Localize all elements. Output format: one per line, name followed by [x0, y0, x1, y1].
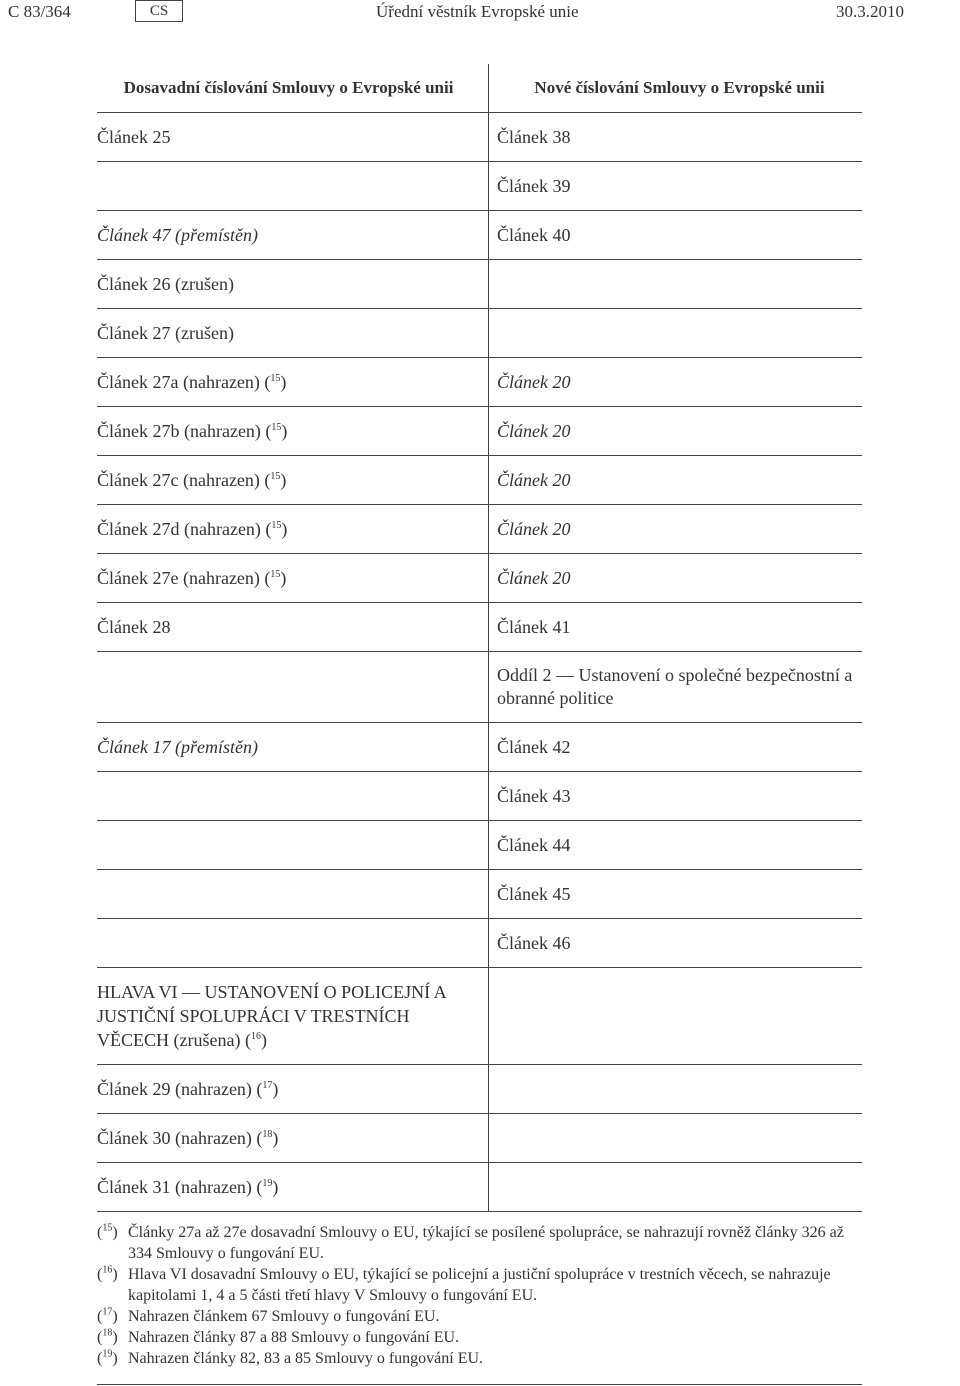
new-article-cell: Článek 20 — [489, 407, 863, 456]
old-article-cell: Článek 27c (nahrazen) ($^{15}$) — [97, 456, 489, 505]
new-article-cell: Článek 38 — [489, 113, 863, 162]
table-row — [97, 358, 862, 407]
new-article-cell: Článek 45 — [489, 870, 863, 919]
table-row — [97, 821, 862, 870]
correlation-table — [97, 64, 862, 1212]
table-row — [97, 162, 862, 211]
table-row — [97, 723, 862, 772]
table-row — [97, 211, 862, 260]
journal-title: Úřední věstník Evropské unie — [376, 2, 579, 21]
new-article-cell — [489, 260, 863, 309]
table-row — [97, 1163, 862, 1212]
old-article-cell: Článek 27 (zrušen) — [97, 309, 489, 358]
old-article-cell — [97, 772, 489, 821]
old-article-cell — [97, 162, 489, 211]
footnote-ref[interactable]: 15 — [270, 372, 281, 384]
old-article-cell: Článek 25 — [97, 113, 489, 162]
old-article-cell: Článek 17 (přemístěn) — [97, 723, 489, 772]
footnote-ref[interactable]: 15 — [271, 421, 282, 433]
old-article-cell: Článek 26 (zrušen) — [97, 260, 489, 309]
footnote-ref[interactable]: 18 — [262, 1128, 273, 1140]
table-row — [97, 1065, 862, 1114]
old-article-cell: Článek 27b (nahrazen) ($^{15}$) — [97, 407, 489, 456]
old-article-cell: Článek 31 (nahrazen) ($^{19}$) — [97, 1163, 489, 1212]
column-header-new: Nové číslování Smlouvy o Evropské unii — [489, 64, 863, 113]
old-article-cell — [97, 821, 489, 870]
footnotes — [97, 1222, 862, 1369]
old-article-cell — [97, 652, 489, 723]
footnote-marker: ($^{19}$) — [97, 1348, 118, 1367]
new-article-cell: Článek 44 — [489, 821, 863, 870]
footnote-text: Články 27a až 27e dosavadní Smlouvy o EU, týkající se posílené spolupráce, se nahrazují rovněž články 326 až 334 Smlouvy o fungování EU. — [128, 1224, 844, 1262]
old-article-cell: HLAVA VI — USTANOVENÍ O POLICEJNÍ A JUSTIČNÍ SPOLUPRÁCI V TRESTNÍCH VĚCECH (zrušena) ($^{16}$) — [97, 968, 489, 1065]
new-article-cell: Článek 20 — [489, 554, 863, 603]
footnote-marker: ($^{17}$) — [97, 1306, 118, 1325]
footnote — [97, 1264, 862, 1306]
footnote-marker: ($^{15}$) — [97, 1222, 118, 1241]
new-article-cell: Článek 43 — [489, 772, 863, 821]
old-article-cell: Článek 29 (nahrazen) ($^{17}$) — [97, 1065, 489, 1114]
table-row — [97, 772, 862, 821]
footnote-text: Nahrazen články 87 a 88 Smlouvy o fungování EU. — [128, 1329, 460, 1346]
new-article-cell: Článek 42 — [489, 723, 863, 772]
old-article-cell: Článek 27a (nahrazen) ($^{15}$) — [97, 358, 489, 407]
footnote-ref[interactable]: 15 — [270, 568, 281, 580]
table-row — [97, 968, 862, 1065]
footnote-marker: ($^{18}$) — [97, 1327, 118, 1346]
footnote-text: Hlava VI dosavadní Smlouvy o EU, týkající se policejní a justiční spolupráce v trestních věcech, se nahrazuje kapitolami 1, 4 a 5 části třetí hlavy V Smlouvy o fungování EU. — [128, 1266, 831, 1304]
old-article-cell: Článek 27d (nahrazen) ($^{15}$) — [97, 505, 489, 554]
footnote-marker: ($^{16}$) — [97, 1264, 118, 1283]
column-header-old: Dosavadní číslování Smlouvy o Evropské unii — [97, 64, 489, 113]
table-row — [97, 456, 862, 505]
new-article-cell — [489, 968, 863, 1065]
footnote-ref[interactable]: 15 — [270, 470, 281, 482]
new-article-cell: Článek 20 — [489, 358, 863, 407]
new-article-cell — [489, 309, 863, 358]
footnote-ref[interactable]: 19 — [262, 1177, 273, 1189]
table-row — [97, 870, 862, 919]
footnote-ref[interactable]: 16 — [250, 1031, 261, 1042]
bottom-rule — [97, 1384, 862, 1385]
table-header-row — [97, 64, 862, 113]
footnote — [97, 1348, 862, 1369]
new-article-cell: Článek 46 — [489, 919, 863, 968]
table-row — [97, 113, 862, 162]
footnote — [97, 1327, 862, 1348]
new-article-cell: Článek 20 — [489, 505, 863, 554]
page-number: C 83/364 — [8, 2, 71, 21]
page-header — [0, 0, 960, 28]
table-row — [97, 309, 862, 358]
new-article-cell — [489, 1065, 863, 1114]
table-row — [97, 407, 862, 456]
new-article-cell: Článek 20 — [489, 456, 863, 505]
old-article-cell: Článek 30 (nahrazen) ($^{18}$) — [97, 1114, 489, 1163]
footnote-ref[interactable]: 17 — [262, 1079, 273, 1091]
table-row — [97, 652, 862, 723]
old-article-cell — [97, 870, 489, 919]
table-row — [97, 554, 862, 603]
footnote-text: Nahrazen články 82, 83 a 85 Smlouvy o fungování EU. — [128, 1350, 484, 1367]
new-article-cell: Článek 41 — [489, 603, 863, 652]
new-article-cell: Článek 39 — [489, 162, 863, 211]
new-article-cell: Článek 40 — [489, 211, 863, 260]
footnote-ref[interactable]: 15 — [271, 519, 282, 531]
new-article-cell — [489, 1114, 863, 1163]
table-row — [97, 919, 862, 968]
footnote-text: Nahrazen článkem 67 Smlouvy o fungování EU. — [128, 1308, 440, 1325]
footnote — [97, 1222, 862, 1264]
old-article-cell: Článek 47 (přemístěn) — [97, 211, 489, 260]
table-row — [97, 505, 862, 554]
table-row — [97, 1114, 862, 1163]
table-row — [97, 603, 862, 652]
old-article-cell: Článek 27e (nahrazen) ($^{15}$) — [97, 554, 489, 603]
new-article-cell — [489, 1163, 863, 1212]
old-article-cell — [97, 919, 489, 968]
footnote — [97, 1306, 862, 1327]
new-article-cell: Oddíl 2 — Ustanovení o společné bezpečnostní a obranné politice — [489, 652, 863, 723]
table-row — [97, 260, 862, 309]
publication-date: 30.3.2010 — [836, 2, 904, 21]
old-article-cell: Článek 28 — [97, 603, 489, 652]
language-badge: CS — [135, 0, 183, 22]
